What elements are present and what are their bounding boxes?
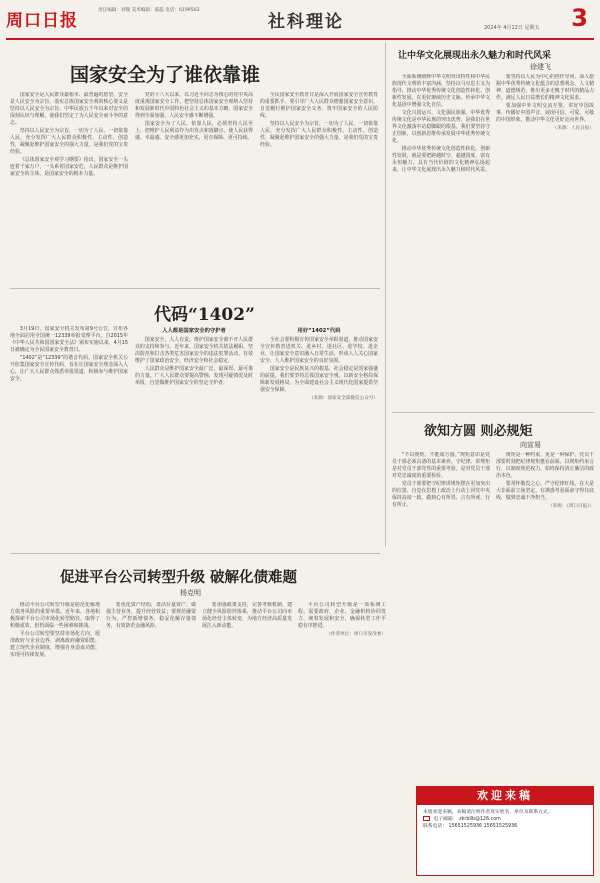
article-headline-chinese-culture: 让中华文化展现出永久魅力和时代风采 (398, 51, 552, 61)
article-paragraph: 文化兴国运兴，文化强民族强。中华优秀传统文化是中华民族的突出优势，是我们在世界文化激荡中站稳脚跟的根基。我们要坚持守正创新，以创新思维传承发展中华优秀传统文化。 (392, 110, 490, 144)
mail-icon (423, 816, 430, 821)
article-headline-platform-companies: 促进平台公司转型升级 破解化债难题 (60, 569, 298, 586)
newspaper-logo: 周口日报 (6, 11, 78, 31)
article-column (106, 602, 196, 877)
column-divider (385, 42, 386, 547)
article-paragraph: 规矩是一种约束，更是一种保护。党员干部要时刻把纪律规矩挺在前面，以规矩约束言行，以制度规范权力，始终保持清正廉洁的政治本色。 (496, 452, 594, 479)
article-column (10, 326, 128, 551)
phone-label: 联系电话： (423, 824, 447, 829)
article-paragraph: 要常怀敬畏之心，严守纪律红线，在大是大非面前立场坚定，在诱惑考验面前守得住底线，做到忠诚干净担当。 (496, 481, 594, 501)
call-for-papers-text: 本版欢迎来稿，来稿请注明作者真实姓名、单位及联系方式。 (423, 810, 553, 815)
article-paragraph: 推动平台公司转型升级是防范化解地方债务风险的重要举措。近年来，各地积极探索平台公司市场化转型路径，取得了积极成效，但仍面临一些困难和挑战。 (10, 602, 100, 629)
issue-date: 2024年 4月12日 星期五 (484, 25, 540, 31)
article-source: （作者单位：周口市发改委） (326, 632, 386, 637)
email-label: 电子邮箱： (433, 817, 458, 822)
article-column (10, 92, 128, 282)
article-column (202, 602, 292, 877)
article-paragraph: 全面系统阐释中华文明突出特性和中华民族现代文明的丰富内涵，坚持以马克思主义为指导，推动中华优秀传统文化创造性转化、创新性发展，在更好赓续历史文脉、传承中华文化基因中增强文化自信。 (392, 74, 490, 108)
article-paragraph: 国家安全为了人民、依靠人民，必须坚持人民至上，把维护人民利益作为出发点和落脚点，使人民获得感、幸福感、安全感更加充实、更有保障、更可持续。 (135, 121, 253, 141)
call-for-papers-title: 欢迎来稿 (417, 787, 593, 805)
article-source: （来源：国家安全部微信公众号） (309, 396, 378, 401)
divider (392, 412, 594, 413)
article-column (10, 602, 100, 877)
article-byline: 杨克明 (180, 589, 201, 597)
article-paragraph: 坚持以人民安全为宗旨，一切为了人民、一切依靠人民，充分发挥广大人民群众积极性、主动性、创造性，凝聚起维护国家安全的强大力量，是我们党的宝贵经验。 (260, 121, 378, 148)
article-paragraph: 推动中华优秀传统文化创造性转化、创新性发展，就是要把跨越时空、超越国度、富有永恒魅力、具有当代价值的文化精神弘扬起来，让中华文化展现出永久魅力和时代风采。 (392, 146, 490, 173)
article-source: （来源：人民日报） (552, 126, 594, 131)
article-paragraph: 《总体国家安全观学习纲要》指出，国家安全一头连着千家万户，一头系着国家安危。人民群众是维护国家安全的主体，是国家安全的根本力量。 (10, 157, 128, 177)
article-source: （来源：《周口日报》） (548, 504, 594, 509)
masthead-rule (6, 38, 594, 40)
masthead (6, 6, 594, 36)
article-headline-rules: 欲知方圆 则必规矩 (424, 424, 533, 439)
article-paragraph: 平台公司转型升级是一项系统工程，需要政府、企业、金融机构协同发力，统筹发展和安全，确保转型工作平稳有序推进。 (298, 602, 386, 629)
article-column (392, 452, 490, 777)
article-paragraph: 要坚持以人民为中心的创作导向，深入挖掘中华优秀传统文化蕴含的思想观念、人文精神、道德规范，推出更多无愧于时代的精品力作，满足人民日益增长的精神文化需求。 (496, 74, 594, 101)
article-paragraph: 要加强政策支持，完善考核机制，建立健全风险防控体系，推动平台公司向市场化经营主体转变，为地方经济高质量发展注入新动能。 (202, 602, 292, 629)
article-paragraph: “不以规矩，不能成方圆。”规矩意识是党员干部必须具备的基本素养。守纪律、讲规矩是对党员干部党性的重要考验，是对党员干部对党忠诚度的重要检验。 (392, 452, 490, 479)
article-column (298, 602, 386, 877)
divider (10, 288, 380, 289)
article-paragraph: 3月19日，国家安全机关发布第9号公告，宣布各地全面启用全国统一12339举报受理平台。自2015年《中华人民共和国国家安全法》颁布实施以来，4月15日被确定为全民国家安全教育日。 (10, 326, 128, 353)
article-paragraph: 坚持以人民安全为宗旨，一切为了人民、一切依靠人民，充分发挥广大人民群众积极性、主动性、创造性，凝聚起维护国家安全的强大力量，是我们党的宝贵经验。 (10, 128, 128, 155)
article-paragraph: 平台公司转型要坚持市场化方向，厘清政府与企业边界，剥离政府融资职能，建立现代企业制度，增强自身造血功能，实现可持续发展。 (10, 631, 100, 658)
article-paragraph: 党的十八大以来，以习近平同志为核心的党中央高度重视国家安全工作，把坚持总体国家安全观纳入坚持和发展新时代中国特色社会主义的基本方略，国家安全得到全面加强，人民安全感不断增强。 (135, 92, 253, 119)
article-column (260, 326, 378, 551)
article-byline: 向宣易 (520, 441, 541, 449)
article-paragraph: 全民国家安全教育日是深入开展国家安全宣传教育的重要抓手。要引导广大人民群众增强国家安全意识，自觉履行维护国家安全义务，筑牢国家安全的人民防线。 (260, 92, 378, 119)
call-for-papers-box (416, 786, 594, 876)
article-column (260, 92, 378, 282)
article-headline-code-1402: 代码“1402” (154, 305, 255, 325)
article-column (135, 326, 253, 551)
page-number: 3 (571, 4, 588, 32)
article-headline-national-security: 国家安全为了谁依靠谁 (70, 64, 261, 86)
article-paragraph: 要加强中外文明交流互鉴，讲好中国故事，传播好中国声音，展现可信、可爱、可敬的中国形象，推动中华文化更好走向世界。 (496, 103, 594, 123)
article-subhead: 用好“1402”代码 (297, 328, 341, 334)
article-paragraph: 国家安全是人民群众最根本、最普遍的愿望。安全是人民安全为宗旨，落实总体国家安全观的核心要义是坚持以人民安全为宗旨。中华民族五千年以来对安全的深刻认识与理解，使我们坚定了为人民安全而斗争的意志。 (10, 92, 128, 126)
article-paragraph: 国家安全，人人有责。维护国家安全离不开人民群众的支持和参与。近年来，国家安全机关依法履职，坚决防范和打击各类危害国家安全的违法犯罪活动，有效维护了国家政治安全、经济安全和社会稳定。 (135, 337, 253, 364)
article-paragraph: 全社会要积极宣传国家安全举报渠道，推动国家安全宣传教育进机关、进乡村、进社区、进学校、进企业，让国家安全意识融入日常生活，形成人人关心国家安全、人人维护国家安全的良好氛围。 (260, 337, 378, 364)
email-link[interactable]: zkrbllb@126.com (459, 817, 501, 822)
article-column (496, 74, 594, 404)
phone-number: 15651525936 15651525936 (448, 824, 518, 829)
article-paragraph: 要优化资产结构，盘活存量资产，做强主营业务，提升经营效益；要规范融资行为，严控新增债务，稳妥化解存量债务，有效防范金融风险。 (106, 602, 196, 629)
article-paragraph: 人民群众是维护国家安全最广泛、最深厚、最可靠的力量。广大人民群众要提高警惕，发现可疑情况及时举报，自觉做维护国家安全的坚定守护者。 (135, 366, 253, 386)
article-subhead: 人人都是国家安全的守护者 (162, 328, 226, 334)
article-column (392, 74, 490, 404)
article-paragraph: 国家安全是民族复兴的根基，社会稳定是国家强盛的前提。我们要坚持总体国家安全观，以新安全格局保障新发展格局，为全面建设社会主义现代化国家提供坚强安全保障。 (260, 366, 378, 393)
section-title: 社科理论 (268, 12, 344, 32)
article-paragraph: “1402”是“12339”的谐音代码。国家安全机关公开征集国家安全宣传代码，旨在让国家安全理念深入人心，让广大人民群众熟悉举报渠道，积极参与维护国家安全。 (10, 355, 128, 382)
article-column (496, 452, 594, 777)
article-column (135, 92, 253, 282)
divider (10, 553, 380, 554)
editor-credits: 责任编辑：刘瑞 美术编辑：邵磊 电话：6199503 (98, 8, 200, 13)
article-byline: 徐建飞 (530, 63, 551, 71)
article-paragraph: 党员干部要把守纪律讲规矩摆在更加突出的位置，自觉在思想上政治上行动上同党中央保持高度一致，做到心有所畏、言有所戒、行有所止。 (392, 481, 490, 508)
